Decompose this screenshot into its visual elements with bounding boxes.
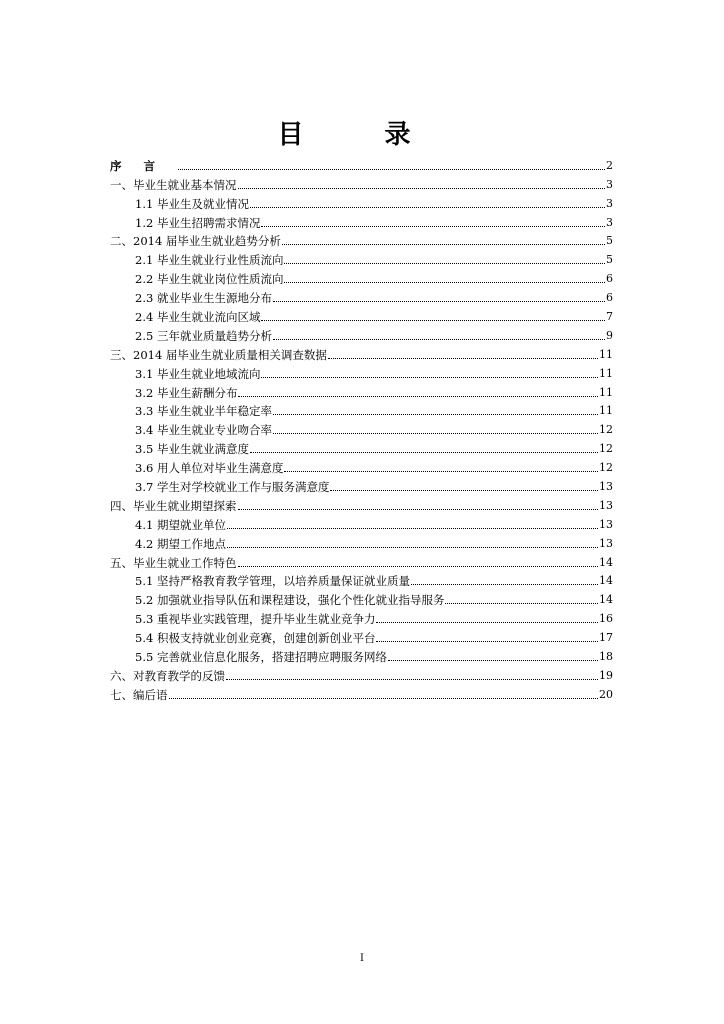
toc-leader-dots bbox=[238, 396, 598, 397]
toc-leader-dots bbox=[388, 660, 598, 661]
toc-entry[interactable] bbox=[110, 211, 613, 230]
toc-entry[interactable] bbox=[110, 230, 613, 249]
toc-entry[interactable] bbox=[110, 362, 613, 381]
toc-entry[interactable] bbox=[110, 192, 613, 211]
toc-leader-dots bbox=[250, 452, 598, 453]
toc-entry[interactable] bbox=[110, 305, 613, 324]
toc-leader-dots bbox=[376, 641, 598, 642]
toc-entry-page: 3 bbox=[606, 196, 613, 210]
toc-entry-label: 3.4 毕业生就业专业吻合率 bbox=[135, 423, 272, 438]
toc-entry-label: 七、编后语 bbox=[110, 687, 168, 702]
toc-entry-page: 14 bbox=[599, 593, 613, 607]
toc-entry-label: 二、2014 届毕业生就业趋势分析 bbox=[110, 234, 281, 249]
toc-entry-label: 4.2 期望工作地点 bbox=[135, 536, 226, 551]
toc-entry-label: 4.1 期望就业单位 bbox=[135, 517, 226, 532]
toc-leader-dots bbox=[330, 490, 598, 491]
toc-entry[interactable] bbox=[110, 154, 613, 173]
toc-entry-label: 三、2014 届毕业生就业质量相关调查数据 bbox=[110, 347, 327, 362]
toc-entry-page: 17 bbox=[599, 631, 613, 645]
toc-entry[interactable] bbox=[110, 513, 613, 532]
toc-entry-page: 12 bbox=[599, 442, 613, 456]
toc-entry[interactable] bbox=[110, 626, 613, 645]
toc-leader-dots bbox=[250, 207, 605, 208]
toc-leader-dots bbox=[273, 339, 605, 340]
toc-entry[interactable] bbox=[110, 343, 613, 362]
toc-entry[interactable] bbox=[110, 607, 613, 626]
page-number: I bbox=[360, 953, 364, 964]
toc-entry-label: 2.2 毕业生就业岗位性质流向 bbox=[135, 272, 284, 287]
toc-entry[interactable] bbox=[110, 248, 613, 267]
toc-entry-label: 5.5 完善就业信息化服务，搭建招聘应聘服务网络 bbox=[135, 650, 387, 665]
toc-entry[interactable] bbox=[110, 683, 613, 702]
toc-entry-label: 3.2 毕业生薪酬分布 bbox=[135, 385, 238, 400]
toc-entry-page: 13 bbox=[599, 517, 613, 531]
toc-leader-dots bbox=[284, 263, 605, 264]
toc-entry-label: 2.4 毕业生就业流向区域 bbox=[135, 310, 261, 325]
toc-leader-dots bbox=[284, 471, 598, 472]
toc-entry-label: 3.6 用人单位对毕业生满意度 bbox=[135, 461, 284, 476]
toc-leader-dots bbox=[261, 320, 605, 321]
toc-entry-label: 3.7 学生对学校就业工作与服务满意度 bbox=[135, 480, 330, 495]
toc-leader-dots bbox=[261, 226, 605, 227]
toc-entry-label: 3.3 毕业生就业半年稳定率 bbox=[135, 404, 272, 419]
toc-entry-label: 5.3 重视毕业实践管理，提升毕业生就业竞争力 bbox=[135, 612, 376, 627]
toc-leader-dots bbox=[169, 698, 599, 699]
toc-entry-label: 3.5 毕业生就业满意度 bbox=[135, 442, 249, 457]
toc-entry-page: 11 bbox=[599, 366, 613, 380]
toc-entry-label: 五、毕业生就业工作特色 bbox=[110, 555, 237, 570]
toc-leader-dots bbox=[282, 244, 605, 245]
toc-entry-label: 2.1 毕业生就业行业性质流向 bbox=[135, 253, 284, 268]
toc-leader-dots bbox=[411, 584, 598, 585]
toc-entry-page: 5 bbox=[606, 234, 613, 248]
toc-entry-page: 14 bbox=[599, 555, 613, 569]
toc-entry-page: 16 bbox=[599, 612, 613, 626]
toc-entry[interactable] bbox=[110, 456, 613, 475]
toc-leader-dots bbox=[273, 301, 605, 302]
toc-entry[interactable] bbox=[110, 475, 613, 494]
toc-entry-label: 六、对教育教学的反馈 bbox=[110, 668, 225, 683]
page-title: 目 录 bbox=[277, 120, 447, 150]
toc-entry-page: 5 bbox=[606, 253, 613, 267]
toc-entry[interactable] bbox=[110, 324, 613, 343]
toc-entry[interactable] bbox=[110, 286, 613, 305]
toc-entry-page: 12 bbox=[599, 461, 613, 475]
toc-entry-label: 四、毕业生就业期望探索 bbox=[110, 498, 237, 513]
toc-entry-page: 7 bbox=[606, 310, 613, 324]
toc-entry[interactable] bbox=[110, 570, 613, 589]
toc-leader-dots bbox=[273, 414, 598, 415]
toc-leader-dots bbox=[273, 433, 598, 434]
toc-entry-label: 5.1 坚持严格教育教学管理，以培养质量保证就业质量 bbox=[135, 574, 410, 589]
toc-leader-dots bbox=[328, 358, 598, 359]
toc-leader-dots bbox=[227, 528, 598, 529]
toc-entry-label: 5.4 积极支持就业创业竞赛，创建创新创业平台 bbox=[135, 631, 376, 646]
toc-entry-page: 11 bbox=[599, 385, 613, 399]
toc-entry[interactable] bbox=[110, 664, 613, 683]
toc-entry-page: 13 bbox=[599, 536, 613, 550]
toc-entry-page: 2 bbox=[606, 158, 613, 172]
toc-entry[interactable] bbox=[110, 400, 613, 419]
toc-entry-page: 13 bbox=[599, 498, 613, 512]
toc-entry-label: 一、毕业生就业基本情况 bbox=[110, 177, 237, 192]
toc-entry[interactable] bbox=[110, 588, 613, 607]
toc-entry[interactable] bbox=[110, 437, 613, 456]
toc-entry-page: 3 bbox=[606, 177, 613, 191]
toc-leader-dots bbox=[178, 169, 605, 170]
toc-entry[interactable] bbox=[110, 173, 613, 192]
toc-entry-label: 5.2 加强就业指导队伍和课程建设，强化个性化就业指导服务 bbox=[135, 593, 445, 608]
toc-leader-dots bbox=[376, 622, 598, 623]
toc-leader-dots bbox=[261, 377, 598, 378]
toc-leader-dots bbox=[238, 566, 599, 567]
toc-entry[interactable] bbox=[110, 494, 613, 513]
toc-leader-dots bbox=[227, 547, 598, 548]
toc-leader-dots bbox=[284, 282, 605, 283]
toc-entry[interactable] bbox=[110, 418, 613, 437]
toc-entry-page: 13 bbox=[599, 480, 613, 494]
toc-entry-label: 序言 bbox=[110, 158, 177, 173]
toc-entry-label: 2.3 就业毕业生生源地分布 bbox=[135, 291, 272, 306]
toc-leader-dots bbox=[238, 188, 606, 189]
toc-entry-page: 6 bbox=[606, 272, 613, 286]
toc-entry-label: 1.2 毕业生招聘需求情况 bbox=[135, 215, 261, 230]
toc-entry[interactable] bbox=[110, 551, 613, 570]
toc-entry-page: 12 bbox=[599, 423, 613, 437]
toc-leader-dots bbox=[238, 509, 599, 510]
toc-entry-page: 18 bbox=[599, 650, 613, 664]
toc-entry-page: 20 bbox=[599, 687, 613, 701]
toc-leader-dots bbox=[445, 603, 598, 604]
toc-entry-label: 3.1 毕业生就业地域流向 bbox=[135, 366, 261, 381]
table-of-contents bbox=[110, 154, 613, 702]
toc-entry-page: 14 bbox=[599, 574, 613, 588]
toc-entry[interactable] bbox=[110, 381, 613, 400]
toc-entry-page: 19 bbox=[599, 668, 613, 682]
toc-entry-label: 1.1 毕业生及就业情况 bbox=[135, 196, 249, 211]
toc-entry-page: 11 bbox=[599, 404, 613, 418]
toc-entry[interactable] bbox=[110, 645, 613, 664]
toc-entry[interactable] bbox=[110, 532, 613, 551]
toc-leader-dots bbox=[226, 679, 598, 680]
toc-entry-page: 6 bbox=[606, 291, 613, 305]
toc-entry[interactable] bbox=[110, 267, 613, 286]
toc-entry-page: 9 bbox=[606, 328, 613, 342]
toc-entry-label: 2.5 三年就业质量趋势分析 bbox=[135, 328, 272, 343]
toc-entry-page: 3 bbox=[606, 215, 613, 229]
toc-entry-page: 11 bbox=[599, 347, 613, 361]
